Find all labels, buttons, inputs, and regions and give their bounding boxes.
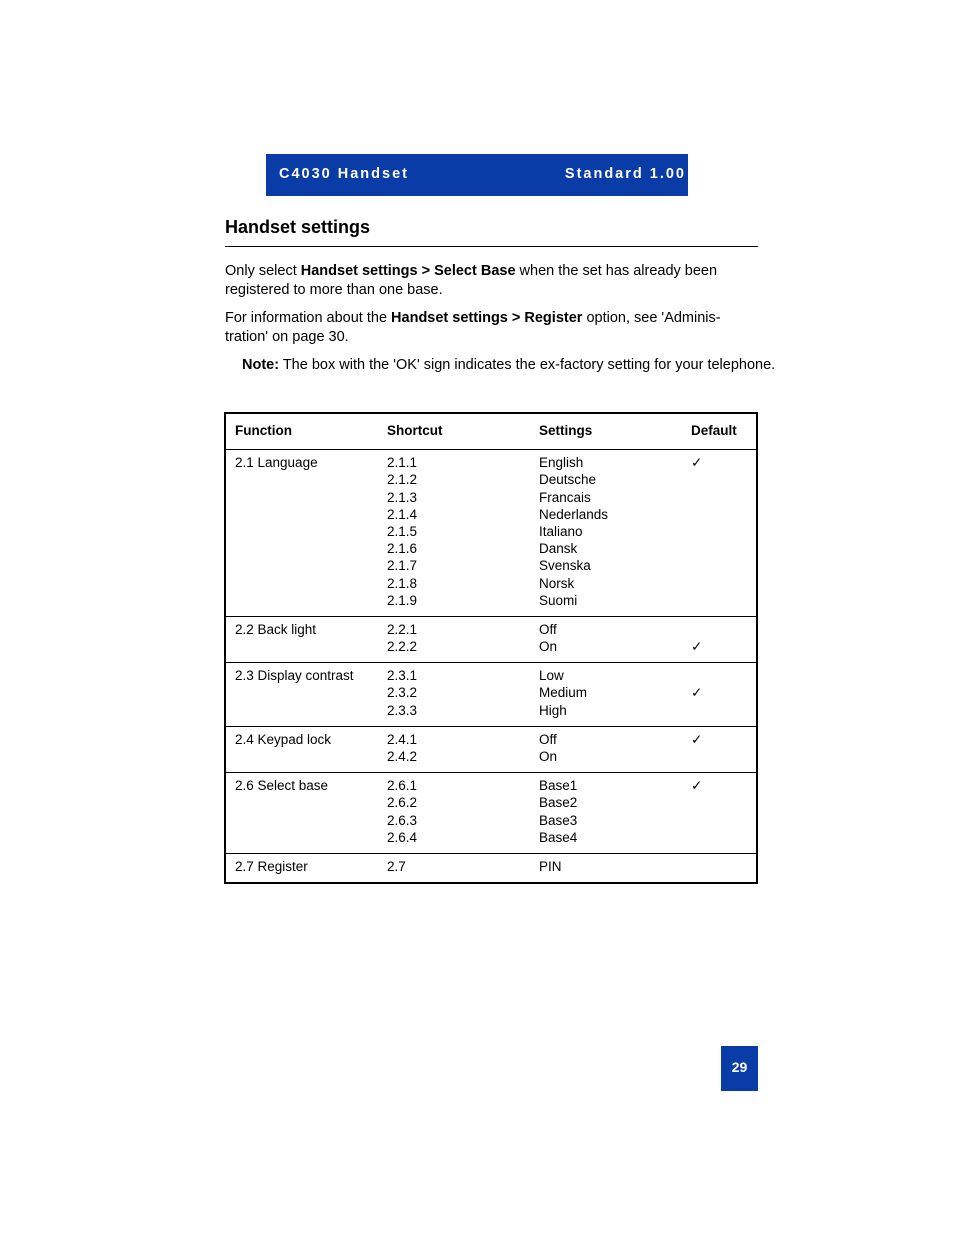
shortcut-code: 2.6.3 — [387, 812, 418, 828]
shortcut-cell — [378, 773, 530, 854]
function-cell: 2.3 Display contrast — [235, 668, 354, 684]
note-label: Note: — [242, 357, 280, 373]
shortcut-cell — [378, 853, 530, 883]
setting-option: Francais — [539, 489, 591, 505]
shortcut-code: 2.3.2 — [387, 685, 418, 701]
default-empty — [691, 471, 756, 488]
shortcut-code: 2.6.4 — [387, 829, 418, 845]
setting-option: On — [539, 639, 558, 655]
setting-option: Nederlands — [539, 506, 609, 522]
para1-bold-path: Handset settings > Select Base — [300, 263, 516, 279]
header-version: Standard 1.00 — [564, 166, 686, 182]
para2-bold-path: Handset settings > Register — [391, 310, 583, 326]
function-cell: 2.7 Register — [235, 858, 308, 874]
default-check-icon: ✓ — [691, 731, 703, 747]
note-text: The box with the 'OK' sign indicates the ex-factory setting for your telephone. — [279, 357, 776, 373]
note-paragraph — [242, 356, 795, 375]
header-settings: Settings — [539, 423, 593, 438]
shortcut-code: 2.1.4 — [387, 506, 418, 522]
shortcut-code: 2.1.7 — [387, 558, 418, 574]
shortcut-code: 2.3.3 — [387, 702, 418, 718]
default-cell — [682, 726, 757, 772]
shortcut-code: 2.1.9 — [387, 592, 418, 608]
default-empty — [691, 621, 756, 638]
default-empty — [691, 489, 756, 506]
shortcut-code: 2.1.1 — [387, 455, 418, 471]
setting-option: Italiano — [539, 523, 583, 539]
header-function: Function — [235, 423, 292, 438]
title-rule — [225, 246, 758, 247]
setting-option: PIN — [539, 858, 562, 874]
table-row — [225, 853, 757, 883]
table-row — [225, 450, 757, 617]
setting-option: Deutsche — [539, 472, 597, 488]
para1-text-1: Only select — [225, 263, 301, 279]
function-cell: 2.6 Select base — [235, 778, 329, 794]
settings-cell — [530, 663, 682, 727]
default-empty — [691, 794, 756, 811]
para2-text-2: option, see 'Adminis-tration' on page 30. — [225, 310, 721, 345]
setting-option: Low — [539, 668, 564, 684]
section-title: Handset settings — [225, 217, 371, 237]
shortcut-code: 2.1.3 — [387, 489, 418, 505]
settings-cell — [530, 726, 682, 772]
shortcut-code: 2.2.1 — [387, 621, 418, 637]
default-cell — [682, 616, 757, 662]
shortcut-cell — [378, 726, 530, 772]
shortcut-cell — [378, 616, 530, 662]
setting-option: Base2 — [539, 795, 578, 811]
table-row — [225, 663, 757, 727]
shortcut-cell — [378, 663, 530, 727]
setting-option: High — [539, 702, 567, 718]
shortcut-code: 2.7 — [387, 858, 406, 874]
shortcut-code: 2.2.2 — [387, 639, 418, 655]
shortcut-code: 2.3.1 — [387, 668, 418, 684]
default-cell — [682, 853, 757, 883]
header-default: Default — [691, 423, 737, 438]
default-check-icon: ✓ — [691, 685, 703, 701]
default-empty — [691, 592, 756, 609]
default-empty — [691, 748, 756, 765]
para1-text-2: when the set has already been registered to more than one base. — [225, 263, 718, 298]
settings-cell — [530, 450, 682, 617]
default-empty — [691, 702, 756, 719]
function-cell: 2.1 Language — [235, 455, 318, 471]
header-shortcut: Shortcut — [387, 423, 443, 438]
default-empty — [691, 829, 756, 846]
setting-option: English — [539, 455, 584, 471]
shortcut-code: 2.1.5 — [387, 523, 418, 539]
shortcut-cell — [378, 450, 530, 617]
setting-option: Base4 — [539, 829, 578, 845]
default-check-icon: ✓ — [691, 639, 703, 655]
default-empty — [691, 667, 756, 684]
para2-text-1: For information about the — [225, 310, 392, 326]
settings-cell — [530, 853, 682, 883]
default-empty — [691, 557, 756, 574]
function-cell: 2.4 Keypad lock — [235, 731, 332, 747]
setting-option: On — [539, 749, 558, 765]
setting-option: Off — [539, 621, 557, 637]
default-empty — [691, 506, 756, 523]
shortcut-code: 2.6.2 — [387, 795, 418, 811]
default-empty — [691, 858, 756, 875]
table-row — [225, 773, 757, 854]
shortcut-code: 2.1.8 — [387, 575, 418, 591]
handset-settings-table — [224, 412, 758, 884]
shortcut-code: 2.4.1 — [387, 731, 418, 747]
select-base-paragraph — [225, 262, 760, 300]
table-body — [225, 450, 757, 883]
setting-option: Svenska — [539, 558, 591, 574]
default-cell — [682, 663, 757, 727]
default-empty — [691, 523, 756, 540]
setting-option: Base3 — [539, 812, 578, 828]
default-cell — [682, 773, 757, 854]
table-row — [225, 616, 757, 662]
default-check-icon: ✓ — [691, 778, 703, 794]
header-product-name: C4030 Handset — [279, 166, 409, 182]
default-cell — [682, 450, 757, 617]
default-empty — [691, 575, 756, 592]
header-band — [266, 154, 688, 196]
table-row — [225, 726, 757, 772]
default-empty — [691, 540, 756, 557]
settings-cell — [530, 616, 682, 662]
setting-option: Norsk — [539, 575, 575, 591]
setting-option: Off — [539, 731, 557, 747]
shortcut-code: 2.6.1 — [387, 778, 418, 794]
default-check-icon: ✓ — [691, 455, 703, 471]
setting-option: Medium — [539, 685, 588, 701]
table-header-row — [225, 413, 757, 450]
shortcut-code: 2.1.6 — [387, 541, 418, 557]
function-cell: 2.2 Back light — [235, 621, 317, 637]
default-empty — [691, 812, 756, 829]
setting-option: Base1 — [539, 778, 578, 794]
shortcut-code: 2.4.2 — [387, 749, 418, 765]
setting-option: Suomi — [539, 592, 578, 608]
settings-cell — [530, 773, 682, 854]
shortcut-code: 2.1.2 — [387, 472, 418, 488]
register-paragraph — [225, 309, 760, 347]
page-number: 29 — [721, 1046, 758, 1091]
setting-option: Dansk — [539, 541, 578, 557]
